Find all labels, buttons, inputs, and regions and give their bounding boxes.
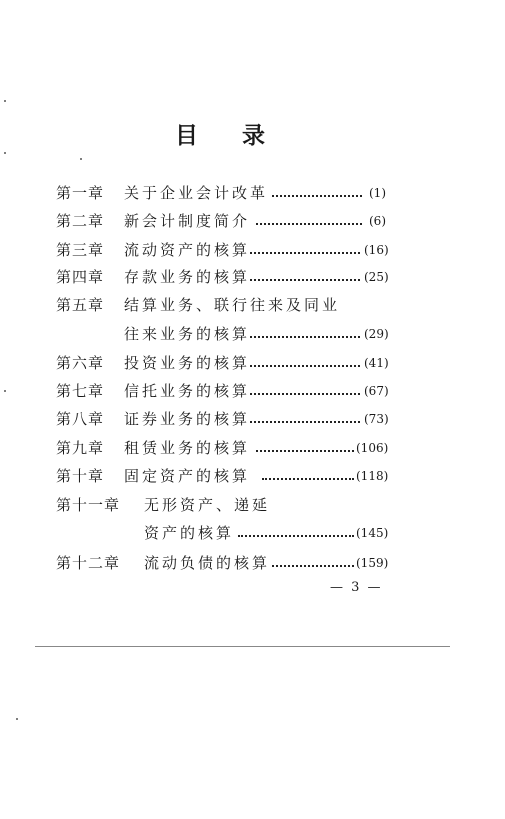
toc-title: 证券业务的核算 xyxy=(124,410,251,428)
toc-leader xyxy=(238,522,354,544)
toc-chapter: 第六章 xyxy=(56,354,105,372)
toc-leader xyxy=(262,465,354,487)
toc-entry-9 xyxy=(56,437,396,459)
toc-chapter: 第二章 xyxy=(56,212,105,230)
toc-entry-8 xyxy=(56,408,396,430)
toc-title: 信托业务的核算 xyxy=(124,382,251,400)
toc-title: 新会计制度简介 xyxy=(124,212,251,230)
toc-leader xyxy=(250,380,360,402)
toc-entry-3 xyxy=(56,239,396,261)
toc-title: 无形资产、递延 xyxy=(144,496,271,514)
toc-title-continued: 资产的核算 xyxy=(144,524,235,542)
toc-page: (29) xyxy=(364,327,389,341)
toc-page: (16) xyxy=(364,243,389,257)
toc-page: (118) xyxy=(356,469,389,483)
toc-chapter: 第五章 xyxy=(56,296,105,314)
toc-page: (1) xyxy=(369,186,386,200)
toc-page: (67) xyxy=(364,384,389,398)
toc-entry-6 xyxy=(56,352,396,374)
toc-leader xyxy=(272,552,354,574)
toc-entry-11-continued xyxy=(56,522,396,544)
toc-leader xyxy=(250,408,360,430)
toc-title: 租赁业务的核算 xyxy=(124,439,251,457)
toc-leader xyxy=(256,437,354,459)
toc-leader xyxy=(250,352,360,374)
scan-speck xyxy=(80,158,82,160)
toc-entry-11 xyxy=(56,494,396,516)
toc-leader xyxy=(250,323,360,345)
scan-speck xyxy=(4,152,6,154)
toc-entry-5 xyxy=(56,294,396,316)
scan-divider-line xyxy=(35,646,450,647)
toc-chapter: 第十章 xyxy=(56,467,105,485)
page-title xyxy=(175,116,265,150)
toc-chapter: 第十一章 xyxy=(56,496,121,514)
toc-chapter: 第四章 xyxy=(56,268,105,286)
toc-page: (41) xyxy=(364,356,389,370)
toc-chapter: 第八章 xyxy=(56,410,105,428)
toc-chapter: 第三章 xyxy=(56,241,105,259)
toc-title-continued: 往来业务的核算 xyxy=(124,325,251,343)
toc-page: (145) xyxy=(356,526,389,540)
toc-page: (106) xyxy=(356,441,389,455)
toc-chapter: 第七章 xyxy=(56,382,105,400)
toc-entry-5-continued xyxy=(56,323,396,345)
toc-title: 固定资产的核算 xyxy=(124,467,251,485)
toc-title: 投资业务的核算 xyxy=(124,354,251,372)
toc-page: (6) xyxy=(369,214,386,228)
toc-title: 流动资产的核算 xyxy=(124,241,251,259)
toc-title: 结算业务、联行往来及同业 xyxy=(124,296,341,314)
toc-leader xyxy=(272,182,362,204)
toc-title: 流动负债的核算 xyxy=(144,554,271,572)
scan-speck xyxy=(4,100,6,102)
toc-chapter: 第十二章 xyxy=(56,554,121,572)
page-number: — 3 — xyxy=(330,580,383,595)
toc-entry-12 xyxy=(56,552,396,574)
toc-chapter: 第九章 xyxy=(56,439,105,457)
toc-entry-10 xyxy=(56,465,396,487)
title-char-2: 录 xyxy=(242,122,265,149)
toc-chapter: 第一章 xyxy=(56,184,105,202)
toc-title: 关于企业会计改革 xyxy=(124,184,269,202)
toc-entry-1 xyxy=(56,182,396,204)
toc-page: (25) xyxy=(364,270,389,284)
toc-entry-4 xyxy=(56,266,396,288)
toc-entry-7 xyxy=(56,380,396,402)
toc-entry-2 xyxy=(56,210,396,232)
toc-leader xyxy=(250,239,360,261)
scan-speck xyxy=(4,390,6,392)
toc-title: 存款业务的核算 xyxy=(124,268,251,286)
toc-leader xyxy=(250,266,360,288)
toc-page: (73) xyxy=(364,412,389,426)
toc-leader xyxy=(256,210,362,232)
title-char-1: 目 xyxy=(175,122,198,149)
scan-speck xyxy=(16,718,18,720)
toc-page: (159) xyxy=(356,556,389,570)
